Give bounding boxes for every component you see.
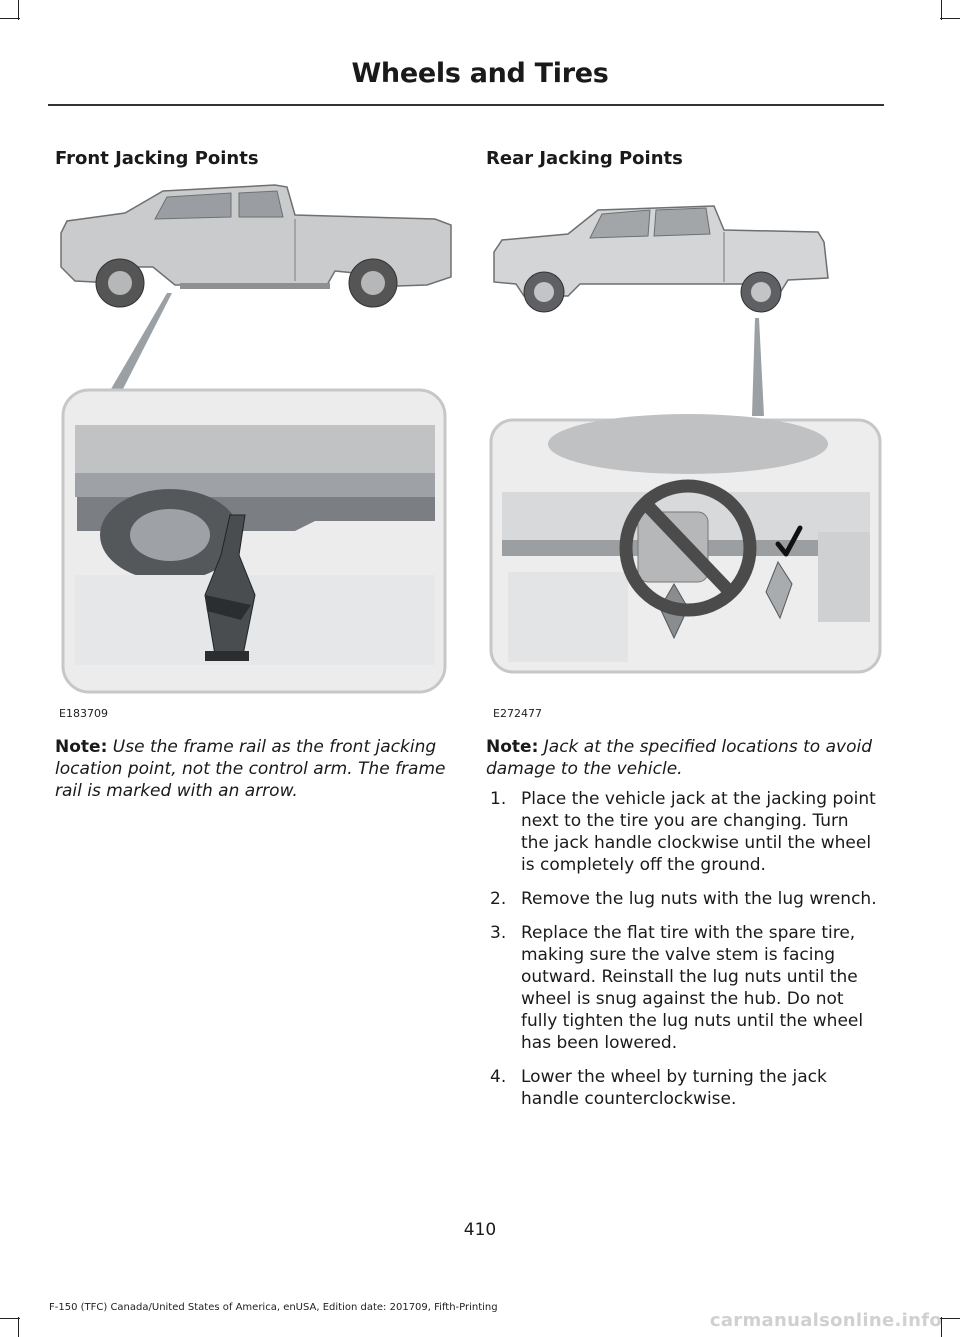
list-item: [486, 788, 880, 876]
step-text: Place the vehicle jack at the jacking point next to the tire you are changing. Turn the jack handle clockwise until the wheel is completely off the ground.: [521, 789, 876, 875]
front-figure-code: E183709: [59, 707, 108, 720]
footer-edition-text: F-150 (TFC) Canada/United States of America, enUSA, Edition date: 201709, Fifth-Printing: [49, 1302, 498, 1313]
step-number: 2.: [490, 889, 507, 909]
step-number: 4.: [490, 1067, 507, 1087]
list-item: [486, 888, 880, 910]
note-text: Jack at the specified locations to avoid damage to the vehicle.: [486, 737, 872, 779]
front-jacking-figure: [55, 175, 455, 700]
note-label: Note:: [55, 737, 108, 757]
rear-jacking-figure: [488, 192, 884, 682]
procedure-steps: [486, 788, 880, 1122]
rear-figure-code: E272477: [493, 707, 542, 720]
step-number: 3.: [490, 923, 507, 943]
page-title: Wheels and Tires: [351, 58, 609, 89]
crop-mark: [0, 18, 20, 19]
crop-mark: [0, 1318, 20, 1319]
watermark: carmanualsonline.info: [709, 1310, 942, 1331]
list-item: [486, 1066, 880, 1110]
header-rule: [48, 104, 884, 106]
front-jacking-heading: Front Jacking Points: [55, 148, 259, 169]
front-note: [55, 736, 451, 802]
step-text: Lower the wheel by turning the jack handle counterclockwise.: [521, 1067, 827, 1109]
rear-jacking-heading: Rear Jacking Points: [486, 148, 683, 169]
page-number: 410: [463, 1220, 497, 1240]
step-number: 1.: [490, 789, 507, 809]
step-text: Remove the lug nuts with the lug wrench.: [521, 889, 877, 909]
crop-mark: [18, 0, 19, 20]
truck-side-view-illustration: [494, 206, 828, 312]
step-text: Replace the flat tire with the spare tire, making sure the valve stem is facing outward. Reinstall the lug nuts until the wheel is snug against the hub. Do not fully tighten the lug nuts until the wheel has been lowered.: [521, 923, 864, 1053]
note-label: Note:: [486, 737, 539, 757]
crop-mark: [940, 18, 960, 19]
truck-side-view-illustration: [61, 185, 451, 307]
crop-mark: [18, 1317, 19, 1337]
note-text: Use the frame rail as the front jacking location point, not the control arm. The frame rail is marked with an arrow.: [55, 737, 446, 801]
crop-mark: [940, 1318, 960, 1319]
rear-note: [486, 736, 880, 780]
crop-mark: [941, 0, 942, 20]
list-item: [486, 922, 880, 1054]
